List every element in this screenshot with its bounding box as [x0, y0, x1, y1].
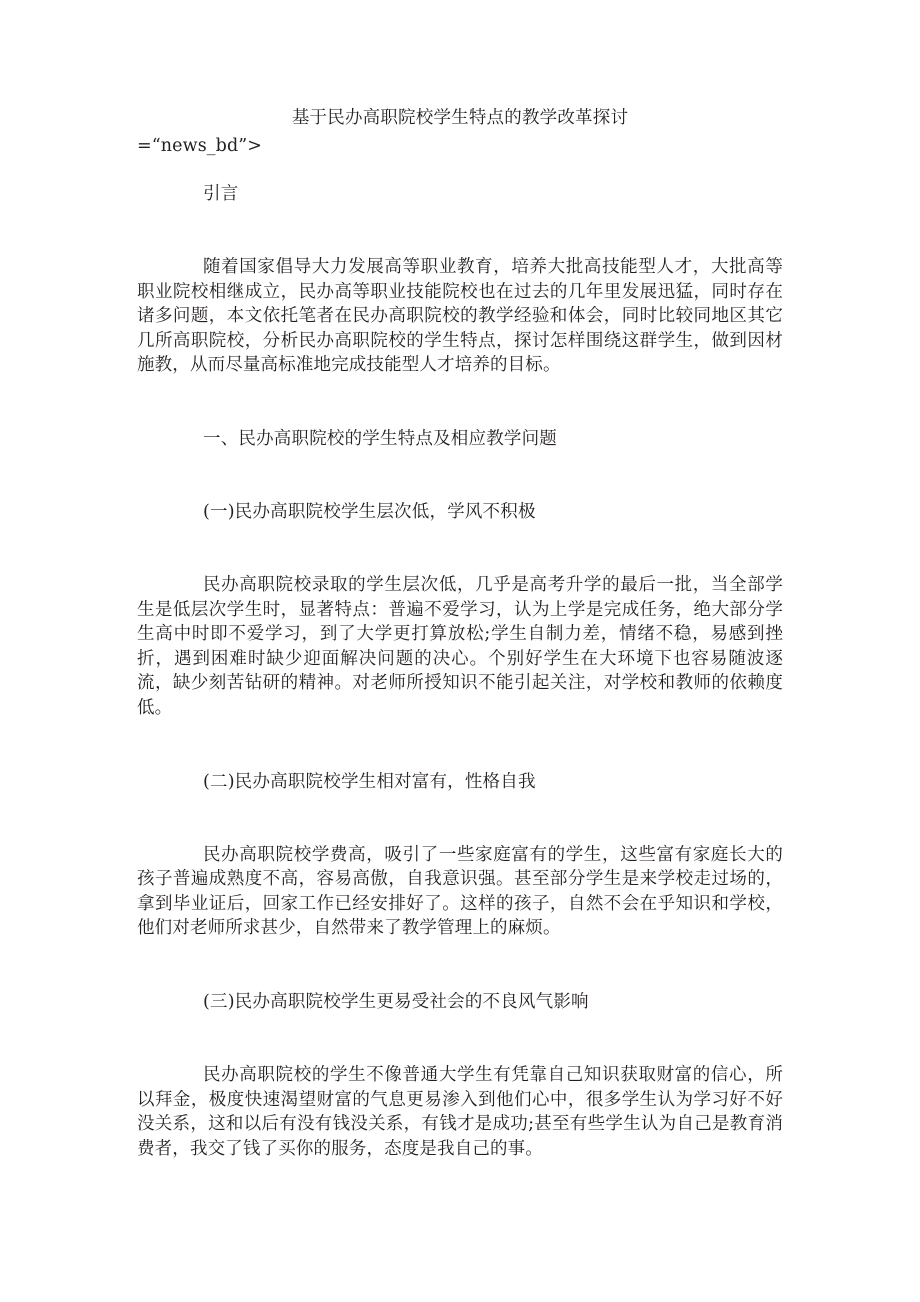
spacer	[137, 206, 783, 231]
section-heading-intro: 引言	[203, 184, 239, 204]
document-content	[137, 106, 783, 1161]
paragraph-intro: 随着国家倡导大力发展高等职业教育，培养大批高技能型人才，大批高等职业院校相继成立，民办高等职业技能院校也在过去的几年里发展迅猛，同时存在诸多问题，本文依托笔者在民办高职院校的教学经验和体会，同时比较同地区其它几所高职院校，分析民办高职院校的学生特点，探讨怎样围绕这群学生，做到因材施教，从而尽量高标准地完成技能型人才培养的目标。	[137, 257, 783, 376]
spacer	[137, 378, 783, 403]
spacer	[137, 794, 783, 819]
spacer	[137, 476, 783, 500]
spacer	[137, 524, 783, 549]
spacer	[137, 966, 783, 990]
spacer	[137, 1039, 783, 1063]
paragraph-1-2: 民办高职院校学费高，吸引了一些家庭富有的学生，这些富有家庭长大的孩子普遍成熟度不高，容易高傲，自我意识强。甚至部分学生是来学校走过场的，拿到毕业证后，回家工作已经安排好了。这样的孩子，自然不会在乎知识和学校，他们对老师所求甚少，自然带来了教学管理上的麻烦。	[137, 844, 783, 939]
spacer	[137, 231, 783, 255]
spacer	[137, 403, 783, 427]
section-heading-1: 一、民办高职院校的学生特点及相应教学问题	[203, 428, 557, 449]
spacer	[137, 941, 783, 966]
raw-markup-fragment: =“news_bd”>	[137, 136, 263, 156]
subsection-heading-1-2: (二)民办高职院校学生相对富有，性格自我	[203, 771, 536, 792]
spacer	[137, 721, 783, 746]
subsection-heading-1-1: (一)民办高职院校学生层次低，学风不积极	[203, 501, 536, 522]
page-title: 基于民办高职院校学生特点的教学改革探讨	[291, 108, 629, 128]
spacer	[137, 549, 783, 573]
spacer	[137, 746, 783, 770]
paragraph-1-3: 民办高职院校的学生不像普通大学生有凭靠自己知识获取财富的信心，所以拜金，极度快速渴望财富的气息更易渗入到他们心中，很多学生认为学习好不好没关系，这和以后有没有钱没关系，有钱才是成功;甚至有些学生认为自己是教育消费者，我交了钱了买你的服务，态度是我自己的事。	[137, 1064, 783, 1159]
spacer	[137, 1014, 783, 1039]
spacer	[137, 158, 783, 182]
subsection-heading-1-3: (三)民办高职院校学生更易受社会的不良风气影响	[203, 991, 589, 1012]
spacer	[137, 819, 783, 843]
spacer	[137, 451, 783, 476]
paragraph-1-1: 民办高职院校录取的学生层次低，几乎是高考升学的最后一批，当全部学生是低层次学生时，显著特点：普遍不爱学习，认为上学是完成任务，绝大部分学生高中时即不爱学习，到了大学更打算放松;学生自制力差，情绪不稳，易感到挫折，遇到困难时缺少迎面解决问题的决心。个别好学生在大环境下也容易随波逐流，缺少刻苦钻研的精神。对老师所授知识不能引起关注，对学校和教师的依赖度低。	[137, 574, 783, 718]
